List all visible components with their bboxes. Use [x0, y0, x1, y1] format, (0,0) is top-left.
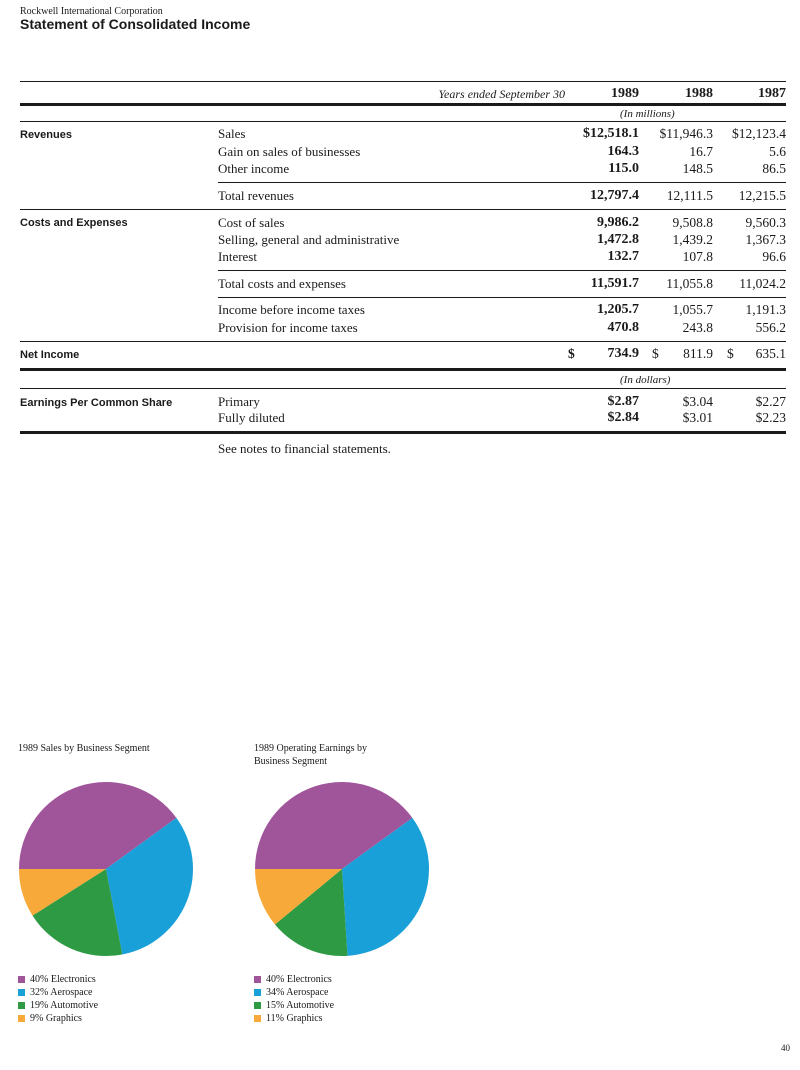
sales-1987: $12,123.4 [732, 126, 786, 141]
legend-label: 11% Graphics [266, 1013, 323, 1024]
year-1989: 1989 [611, 86, 639, 101]
interest-1987: 96.6 [762, 249, 786, 264]
legend-swatch [18, 1002, 25, 1009]
interest-1988: 107.8 [682, 249, 713, 264]
eps-diluted-1989: $2.84 [607, 410, 639, 425]
row-label-total-revenues: Total revenues [218, 188, 294, 203]
unit-dollars: (In dollars) [620, 374, 671, 386]
section-revenues: Revenues [20, 129, 72, 141]
sales-pie-chart [18, 781, 194, 957]
section-net-income: Net Income [20, 349, 80, 361]
legend-swatch [18, 1015, 25, 1022]
table-bottom-rule [20, 431, 786, 434]
row-label-pretax-income: Income before income taxes [218, 302, 365, 317]
sales-chart-legend [18, 973, 98, 1025]
net-income-dollar-1988: $ [652, 346, 659, 361]
net-income-rule [20, 368, 786, 371]
legend-swatch [18, 989, 25, 996]
eps-diluted-1988: $3.01 [682, 410, 713, 425]
unit-millions: (In millions) [620, 108, 675, 120]
cost-of-sales-1987: 9,560.3 [745, 215, 786, 230]
gain-1988: 16.7 [689, 144, 713, 159]
row-label-interest: Interest [218, 249, 257, 264]
net-income-1987: 635.1 [755, 346, 786, 361]
legend-swatch [254, 989, 261, 996]
legend-label: 15% Automotive [266, 1000, 335, 1011]
sales-1988: $11,946.3 [659, 126, 713, 141]
row-label-other-income: Other income [218, 161, 290, 176]
earnings-chart-title: 1989 Operating Earnings by Business Segment [254, 743, 368, 767]
table-top-rule [20, 81, 786, 82]
company-name: Rockwell International Corporation [20, 6, 163, 17]
row-label-fully-diluted: Fully diluted [218, 410, 285, 425]
gain-1987: 5.6 [769, 144, 786, 159]
legend-item [18, 973, 98, 986]
year-1988: 1988 [685, 86, 713, 101]
sga-1989: 1,472.8 [597, 232, 639, 247]
subtotal-rule [218, 270, 786, 271]
row-label-primary: Primary [218, 394, 260, 409]
section-costs-expenses: Costs and Expenses [20, 217, 128, 229]
sales-1989: $12,518.1 [583, 126, 639, 141]
eps-primary-1989: $2.87 [607, 394, 639, 409]
legend-item [18, 986, 98, 999]
period-label: Years ended September 30 [438, 87, 565, 101]
net-income-1988: 811.9 [683, 346, 713, 361]
legend-swatch [254, 1002, 261, 1009]
unit-rule [20, 121, 786, 122]
earnings-pie-chart [254, 781, 430, 957]
net-income-1989: 734.9 [607, 346, 639, 361]
total-revenues-1987: 12,215.5 [738, 188, 786, 203]
sga-1987: 1,367.3 [745, 232, 786, 247]
other-income-1987: 86.5 [762, 161, 786, 176]
notes-reference: See notes to financial statements. [218, 441, 391, 456]
total-revenues-1989: 12,797.4 [590, 188, 639, 203]
row-label-total-costs: Total costs and expenses [218, 276, 346, 291]
total-revenues-1988: 12,111.5 [666, 188, 713, 203]
total-costs-1989: 11,591.7 [590, 276, 639, 291]
subtotal-rule [218, 297, 786, 298]
income-taxes-1988: 243.8 [682, 320, 713, 335]
net-income-dollar-1989: $ [568, 346, 575, 361]
legend-swatch [254, 1015, 261, 1022]
income-taxes-1989: 470.8 [607, 320, 639, 335]
legend-swatch [18, 976, 25, 983]
sales-chart-title: 1989 Sales by Business Segment [18, 743, 150, 754]
year-1987: 1987 [758, 86, 786, 101]
pretax-income-1989: 1,205.7 [597, 302, 639, 317]
legend-label: 32% Aerospace [30, 987, 93, 998]
legend-label: 40% Electronics [30, 974, 96, 985]
legend-item [254, 973, 334, 986]
row-label-sga: Selling, general and administrative [218, 232, 400, 247]
legend-item [254, 986, 334, 999]
row-label-income-taxes: Provision for income taxes [218, 320, 358, 335]
eps-diluted-1987: $2.23 [755, 410, 786, 425]
total-costs-1987: 11,024.2 [739, 276, 786, 291]
legend-item [254, 1012, 334, 1025]
earnings-chart-legend [254, 973, 334, 1025]
eps-primary-1988: $3.04 [682, 394, 713, 409]
cost-of-sales-1989: 9,986.2 [597, 215, 639, 230]
section-rule [20, 341, 786, 342]
row-label-sales: Sales [218, 126, 246, 141]
row-label-cost-of-sales: Cost of sales [218, 215, 285, 230]
legend-swatch [254, 976, 261, 983]
legend-label: 9% Graphics [30, 1013, 82, 1024]
page-title: Statement of Consolidated Income [20, 16, 251, 32]
page-number: 40 [781, 1043, 790, 1053]
income-taxes-1987: 556.2 [755, 320, 786, 335]
legend-label: 19% Automotive [30, 1000, 99, 1011]
pretax-income-1988: 1,055.7 [672, 302, 713, 317]
section-rule [20, 209, 786, 210]
legend-item [254, 999, 334, 1012]
other-income-1988: 148.5 [682, 161, 713, 176]
eps-primary-1987: $2.27 [755, 394, 786, 409]
cost-of-sales-1988: 9,508.8 [672, 215, 713, 230]
legend-label: 34% Aerospace [266, 987, 329, 998]
pretax-income-1987: 1,191.3 [745, 302, 786, 317]
unit-rule [20, 388, 786, 389]
interest-1989: 132.7 [607, 249, 639, 264]
section-eps: Earnings Per Common Share [20, 397, 173, 409]
sga-1988: 1,439.2 [672, 232, 713, 247]
other-income-1989: 115.0 [608, 161, 639, 176]
legend-label: 40% Electronics [266, 974, 332, 985]
legend-item [18, 999, 98, 1012]
gain-1989: 164.3 [607, 144, 639, 159]
row-label-gain: Gain on sales of businesses [218, 144, 361, 159]
net-income-dollar-1987: $ [727, 346, 734, 361]
legend-item [18, 1012, 98, 1025]
total-costs-1988: 11,055.8 [666, 276, 713, 291]
subtotal-rule [218, 182, 786, 183]
